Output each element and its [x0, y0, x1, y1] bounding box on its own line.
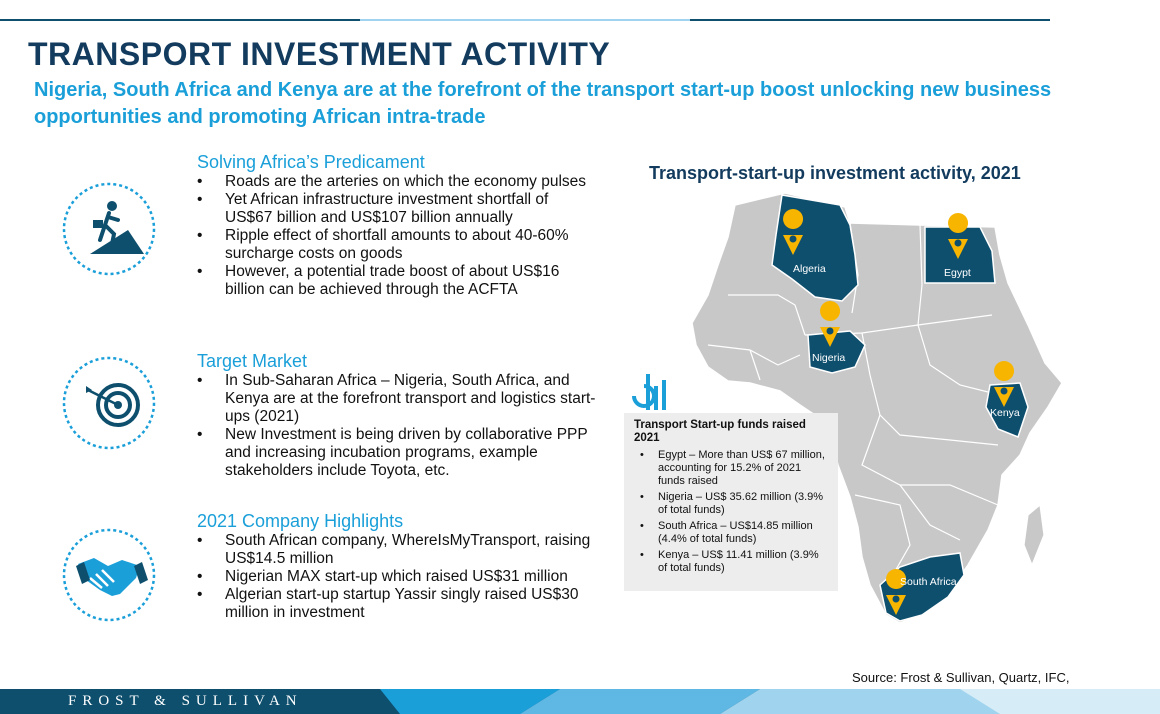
list-item: • New Investment is being driven by collaborative PPP and increasing incubation programs, example stakeholders include Toyota, etc.	[197, 426, 597, 480]
pin-dot	[827, 328, 834, 335]
funds-title: Transport Start-up funds raised 2021	[634, 419, 806, 444]
section-title: 2021 Company Highlights	[197, 511, 404, 531]
source-note: Source: Frost & Sullivan, Quartz, IFC,	[852, 670, 1070, 685]
list-item: • Algerian start-up startup Yassir singly raised US$30 million in investment	[197, 586, 597, 622]
bullet-list	[197, 532, 597, 622]
algeria-label: Algeria	[793, 263, 826, 275]
list-item: • Ripple effect of shortfall amounts to about 40-60% surcharge costs on goods	[197, 227, 597, 263]
map-title: Transport-start-up investment activity, 2021	[649, 163, 1021, 183]
worker-climbing-icon	[62, 170, 156, 288]
list-item: • South African company, WhereIsMyTransport, raising US$14.5 million	[197, 532, 597, 568]
list-item: • Egypt – More than US$ 67 million, accounting for 15.2% of 2021 funds raised	[634, 449, 830, 488]
pin-dot	[1001, 388, 1008, 395]
bar-chart-icon	[624, 372, 680, 416]
list-item: • Yet African infrastructure investment shortfall of US$67 billion and US$107 billion annually	[197, 191, 597, 227]
pin-dot	[790, 236, 797, 243]
pin-dot	[955, 240, 962, 247]
list-item: • However, a potential trade boost of about US$16 billion can be achieved through the ACFTA	[197, 263, 597, 299]
section-company-highlights	[197, 510, 597, 622]
list-item: • Kenya – US$ 11.41 million (3.9% of total funds)	[634, 549, 830, 575]
pin-dot	[893, 596, 900, 603]
top-rule-mid	[360, 19, 690, 21]
list-item: • Roads are the arteries on which the economy pulses	[197, 173, 597, 191]
funds-raised-panel	[624, 413, 838, 591]
frost-sullivan-logo: FROST & SULLIVAN	[68, 693, 303, 709]
bullet-list	[197, 173, 597, 299]
south-africa-label: South Africa	[900, 576, 957, 588]
section-solving-predicament	[197, 151, 597, 299]
top-rule-left	[0, 19, 360, 21]
egypt-label: Egypt	[944, 267, 971, 279]
funds-list	[634, 449, 830, 575]
section-title: Target Market	[197, 351, 308, 371]
top-rule-right	[690, 19, 1050, 21]
list-item: • Nigeria – US$ 35.62 million (3.9% of total funds)	[634, 491, 830, 517]
section-target-market	[197, 350, 597, 480]
section-title: Solving Africa’s Predicament	[197, 152, 425, 172]
list-item: • In Sub-Saharan Africa – Nigeria, South Africa, and Kenya are at the forefront transport and logistics start-ups (2021)	[197, 372, 597, 426]
madagascar-shape	[1024, 505, 1044, 565]
page-title: TRANSPORT INVESTMENT ACTIVITY	[28, 36, 611, 72]
list-item: • Nigerian MAX start-up which raised US$31 million	[197, 568, 597, 586]
handshake-icon	[62, 516, 156, 634]
kenya-label: Kenya	[990, 407, 1020, 419]
page-subtitle: Nigeria, South Africa and Kenya are at the forefront of the transport start-up boost unlocking new business opportunities and promoting African intra-trade	[34, 79, 1052, 128]
target-icon	[62, 344, 156, 462]
list-item: • South Africa – US$14.85 million (4.4% of total funds)	[634, 520, 830, 546]
bullet-list	[197, 372, 597, 480]
nigeria-label: Nigeria	[812, 352, 846, 364]
